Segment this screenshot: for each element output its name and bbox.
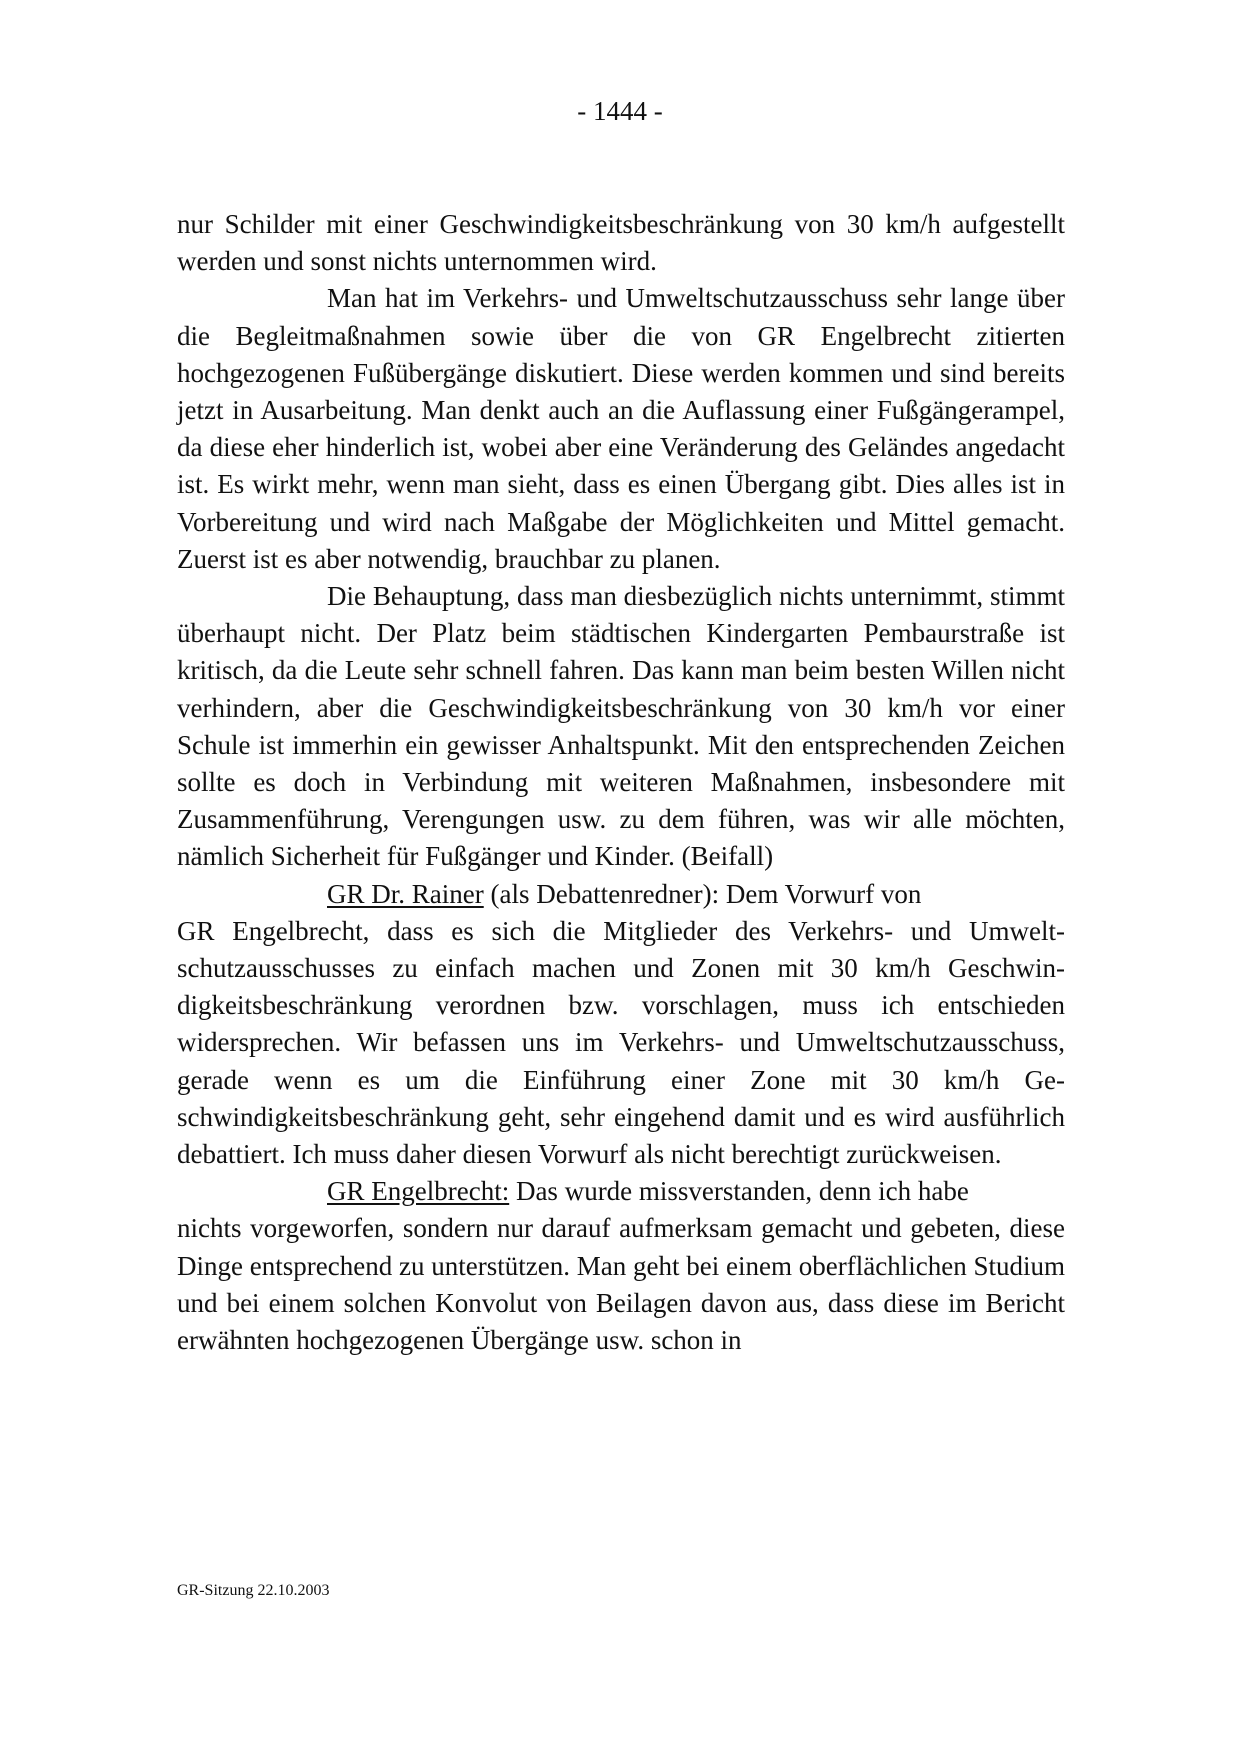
speech-engelbrecht-lead-in: Das wurde missverstanden, denn ich habe bbox=[509, 1176, 969, 1207]
speech-engelbrecht-text: nichts vorgeworfen, sondern nur darauf aufmerksam gemacht und gebeten, diese Dinge entsprechend zu unterstützen. Man geht bei einem oberflächlichen Studium und bei einem solchen Konvolut von Beilagen davon aus, dass diese im Bericht erwähnten hochgezogenen Übergänge usw. schon in bbox=[177, 1213, 1065, 1356]
speech-rainer-text: GR Engelbrecht, dass es sich die Mitglieder des Verkehrs- und Umweltschutzausschusses zu einfach machen und Zonen mit 30 km/h Geschwindigkeitsbeschränkung verordnen bzw. vorschlagen, muss ich entschieden widersprechen. Wir befassen uns im Verkehrs- und Umweltschutzausschuss, gerade wenn es um die Einführung einer Zone mit 30 km/h Geschwindigkeitsbeschränkung geht, sehr eingehend damit und es wird ausführlich debattiert. Ich muss daher diesen Vorwurf als nicht berechtigt zurückweisen. bbox=[177, 915, 1065, 1170]
speech-rainer-lead-in: (als Debattenredner): Dem Vorwurf von bbox=[483, 878, 922, 909]
speech-rainer-intro bbox=[177, 876, 1065, 913]
speaker-name-engelbrecht: GR Engelbrecht: bbox=[327, 1176, 510, 1207]
paragraph-2: Man hat im Verkehrs- und Umweltschutzausschuss sehr lange über die Begleitmaßnahmen sowie über die von GR Engelbrecht zitierten hochgezogenen Fußübergänge diskutiert. Diese werden kommen und sind bereits jetzt in Ausarbeitung. Man denkt auch an die Auflassung einer Fußgängerampel, da diese eher hinderlich ist, wobei aber eine Veränderung des Geländes angedacht ist. Es wirkt mehr, wenn man sieht, dass es einen Übergang gibt. Dies alles ist in Vorbereitung und wird nach Maßgabe der Möglichkeiten und Mittel gemacht. Zuerst ist es aber notwendig, brauchbar zu planen. bbox=[177, 283, 1065, 574]
paragraph-3: Die Behauptung, dass man diesbezüglich nichts unternimmt, stimmt überhaupt nicht. Der Platz beim städtischen Kindergarten Pembaurstraße ist kritisch, da die Leute sehr schnell fahren. Das kann man beim besten Willen nicht verhindern, aber die Geschwindigkeitsbeschränkung von 30 km/h vor einer Schule ist immerhin ein gewisser Anhaltspunkt. Mit den entsprechenden Zeichen sollte es doch in Verbindung mit weiteren Maßnahmen, insbesondere mit Zusammenführung, Verengungen usw. zu dem führen, was wir alle möchten, nämlich Sicherheit für Fußgänger und Kinder. (Beifall) bbox=[177, 581, 1065, 872]
footer-session-date: GR-Sitzung 22.10.2003 bbox=[177, 1582, 330, 1599]
body-text bbox=[177, 206, 1065, 1359]
paragraph-1: nur Schilder mit einer Geschwindigkeitsbeschränkung von 30 km/h aufgestellt werden und sonst nichts unternommen wird. bbox=[177, 209, 1065, 277]
page-number: - 1444 - bbox=[577, 96, 663, 126]
speaker-name-rainer: GR Dr. Rainer bbox=[327, 878, 484, 909]
speech-engelbrecht-intro bbox=[177, 1173, 1065, 1210]
